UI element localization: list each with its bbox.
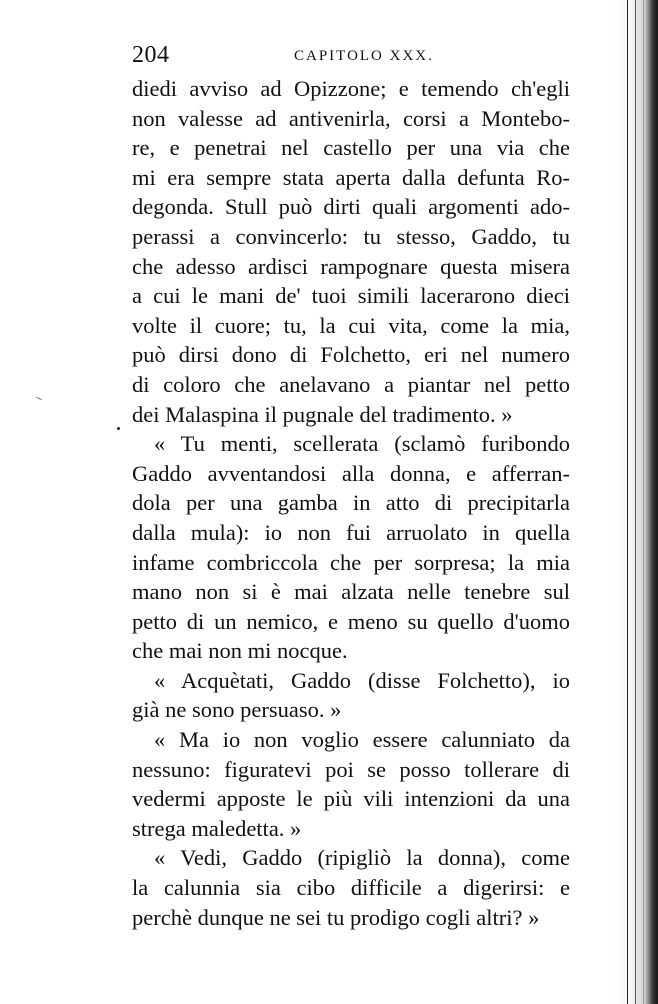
- text-line: vedermi apposte le più vili intenzioni da una: [132, 786, 570, 812]
- text-line: di coloro che anelavano a piantar nel petto: [132, 371, 570, 397]
- text-line: dei Malaspina il pugnale del tradimento. »: [132, 401, 513, 427]
- page-edge-line: [627, 0, 628, 1004]
- text-line: dola per una gamba in atto di precipitarla: [132, 490, 570, 516]
- page-edge-shadow: [614, 0, 658, 1004]
- text-line: infame combriccola che per sorpresa; la mia: [132, 549, 570, 575]
- text-line: Gaddo avventandosi alla donna, e afferran-: [132, 460, 570, 486]
- text-line: non valesse ad antivenirla, corsi a Montebo-: [132, 105, 570, 131]
- text-line: perchè dunque ne sei tu prodigo cogli altri? »: [132, 904, 540, 930]
- page-header: [132, 42, 570, 72]
- text-line: che adesso ardisci rampognare questa misera: [132, 253, 570, 279]
- text-line: degonda. Stull può dirti quali argomenti ado-: [132, 194, 570, 220]
- text-line: « Acquètati, Gaddo (disse Folchetto), io: [154, 667, 570, 693]
- text-line: « Ma io non voglio essere calunniato da: [154, 727, 570, 753]
- text-line: può dirsi dono di Folchetto, eri nel numero: [132, 342, 570, 368]
- text-line: dalla mula): io non fui arruolato in quella: [132, 519, 570, 545]
- text-line: la calunnia sia cibo difficile a digerirsi: e: [132, 875, 570, 901]
- running-head: CAPITOLO XXX.: [294, 48, 434, 64]
- body-text: [132, 74, 570, 932]
- text-line: nessuno: figuratevi poi se posso tollerare di: [132, 756, 570, 782]
- text-line: a cui le mani de' tuoi simili lacerarono dieci: [132, 283, 570, 309]
- text-line: volte il cuore; tu, la cui vita, come la mia,: [132, 312, 570, 338]
- text-line: già ne sono persuaso. »: [132, 697, 342, 723]
- text-line: strega maledetta. »: [132, 815, 302, 841]
- text-line: perassi a convincerlo: tu stesso, Gaddo, tu: [132, 223, 570, 249]
- ink-speck: [117, 427, 120, 430]
- text-line: « Tu menti, scellerata (sclamò furibondo: [154, 431, 570, 457]
- text-line: che mai non mi nocque.: [132, 638, 348, 664]
- text-line: diedi avviso ad Opizzone; e temendo ch'egli: [132, 76, 570, 101]
- page-edge-line: [643, 0, 644, 1004]
- page-edge-line: [635, 0, 636, 1004]
- ink-speck: [36, 397, 42, 400]
- text-line: re, e penetrai nel castello per una via che: [132, 135, 570, 161]
- text-line: « Vedi, Gaddo (ripigliò la donna), come: [154, 845, 570, 871]
- text-line: petto di un nemico, e meno su quello d'uomo: [132, 608, 570, 634]
- page-number: 204: [132, 42, 170, 68]
- text-line: mano non si è mai alzata nelle tenebre sul: [132, 579, 570, 605]
- text-line: mi era sempre stata aperta dalla defunta Ro-: [132, 164, 570, 190]
